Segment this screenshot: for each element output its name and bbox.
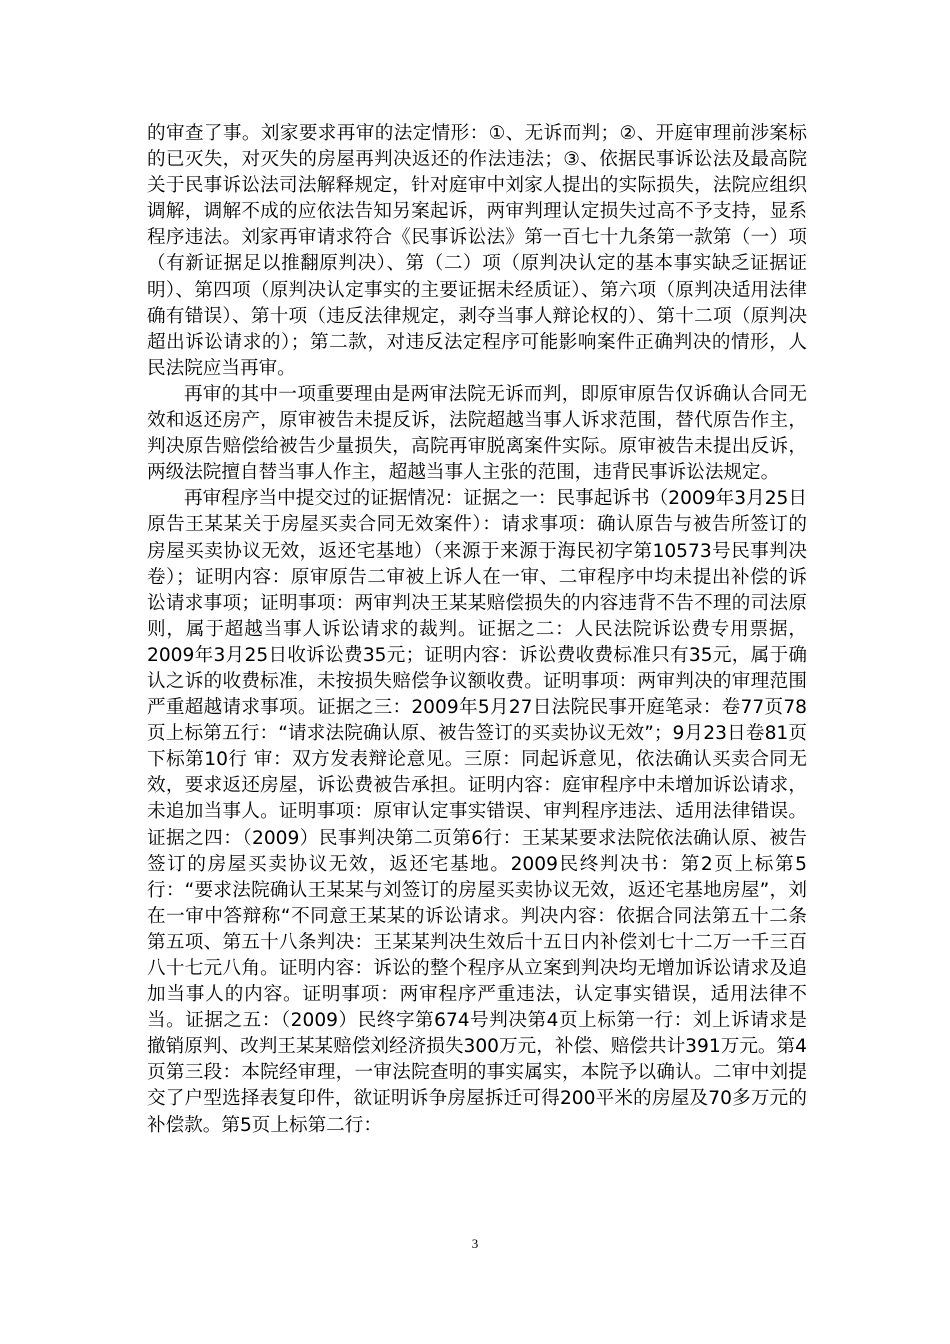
paragraph-evidence: 再审程序当中提交过的证据情况：证据之一：民事起诉书（2009年3月25日原告王某某关于房屋买卖合同无效案件）：请求事项：确认原告与被告所签订的房屋买卖协议无效，返还宅基地）（来源于来源于海民初字第10573号民事判决卷）；证明内容：原审原告二审被上诉人在一审、二审程序中均未提出补偿的诉讼请求事项；证明事项：两审判决王某某赔偿损失的内容违背不告不理的司法原则，属于超越当事人诉讼请求的裁判。证据之二：人民法院诉讼费专用票据，2009年3月25日收诉讼费35元；证明内容：诉讼费收费标准只有35元，属于确认之诉的收费标准，未按损失赔偿争议额收费。证明事项：两审判决的审理范围严重超越请求事项。证据之三：2009年5月27日法院民事开庭笔录：卷77页78页上标第五行：“请求法院确认原、被告签订的买卖协议无效”；9月23日卷81页下标第10行 审：双方发表辩论意见。三原：同起诉意见，依法确认买卖合同无效，要求返还房屋，诉讼费被告承担。证明内容：庭审程序中未增加诉讼请求，未追加当事人。证明事项：原审认定事实错误、审判程序违法、适用法律错误。证据之四：（2009）民事判决第二页第6行：王某某要求法院依法确认原、被告签订的房屋买卖协议无效，返还宅基地。2009民终判决书：第2页上标第5行：“要求法院确认王某某与刘签订的房屋买卖协议无效，返还宅基地房屋”，刘在一审中答辩称“不同意王某某的诉讼请求。判决内容：依据合同法第五十二条第五项、第五十八条判决：王某某判决生效后十五日内补偿刘七十二万一千三百八十七元八角。证明内容：诉讼的整个程序从立案到判决均无增加诉讼请求及追加当事人的内容。证明事项：两审程序严重违法，认定事实错误，适用法律不当。证据之五：（2009）民终字第674号判决第4页上标第一行：刘上诉请求是撤销原判、改判王某某赔偿刘经济损失300万元，补偿、赔偿共计391万元。第4页第三段：本院经审理，一审法院查明的事实属实，本院予以确认。二审中刘提交了户型选择表复印件，欲证明诉争房屋拆迁可得200平米的房屋及70多万元的补偿款。第5页上标第二行：: [147, 488, 807, 1136]
paragraph-retrial-reason: 再审的其中一项重要理由是两审法院无诉而判，即原审原告仅诉确认合同无效和返还房产，原审被告未提反诉，法院超越当事人诉求范围，替代原告作主，判决原告赔偿给被告少量损失，高院再审脱离案件实际。原审被告未提出反诉，两级法院擅自替当事人作主，超越当事人主张的范围，违背民事诉讼法规定。: [147, 383, 807, 484]
paragraph-continued: 的审查了事。刘家要求再审的法定情形：①、无诉而判；②、开庭审理前涉案标的已灭失，对灭失的房屋再判决返还的作法违法；③、依据民事诉讼法及最高院关于民事诉讼法司法解释规定，针对庭审中刘家人提出的实际损失，法院应组织调解，调解不成的应依法告知另案起诉，两审判理认定损失过高不予支持，显系程序违法。刘家再审请求符合《民事诉讼法》第一百七十九条第一款第（一）项（有新证据足以推翻原判决）、第（二）项（原判决认定的基本事实缺乏证据证明）、第四项（原判决认定事实的主要证据未经质证）、第六项（原判决适用法律确有错误）、第十项（违反法律规定，剥夺当事人辩论权的）、第十二项（原判决超出诉讼请求的）；第二款，对违反法定程序可能影响案件正确判决的情形，人民法院应当再审。: [147, 123, 807, 379]
page-number: 3: [471, 1236, 479, 1251]
document-body: [147, 121, 807, 1139]
